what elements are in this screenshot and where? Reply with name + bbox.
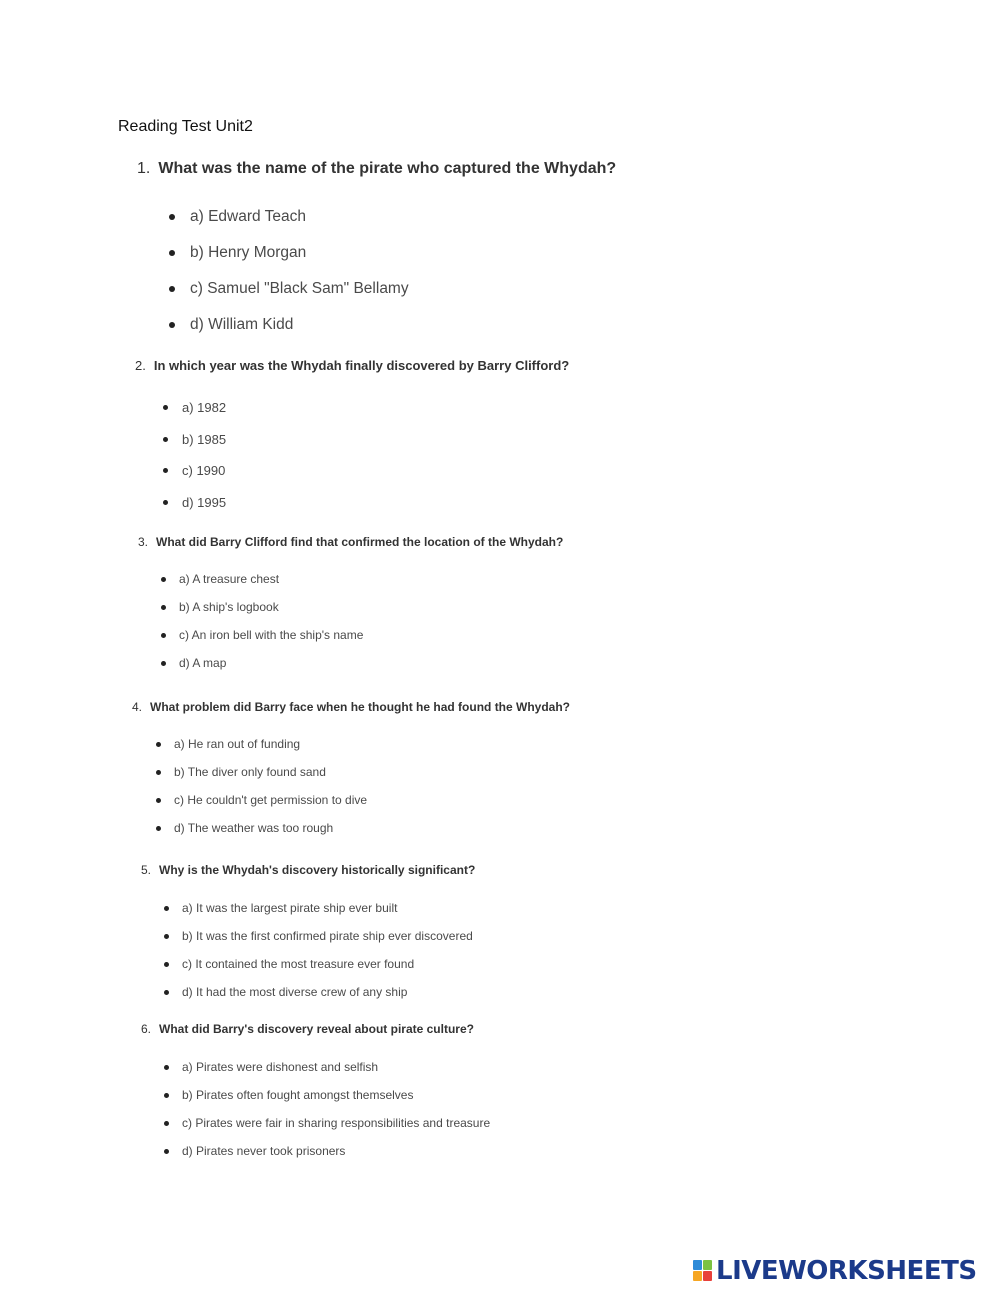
option-text: c) Pirates were fair in sharing responsibilities and treasure [182,1116,491,1130]
option-6a[interactable] [164,1060,378,1074]
question-text: Why is the Whydah's discovery historically significant? [159,863,476,877]
bullet-icon [156,770,161,775]
option-3c[interactable] [161,628,363,642]
question-number: 1. [137,160,151,177]
question-5 [141,863,475,877]
option-3d[interactable] [161,656,226,670]
question-3 [138,535,563,549]
bullet-icon [161,661,166,666]
option-text: a) A treasure chest [179,572,280,586]
option-5d[interactable] [164,985,407,999]
question-number: 4. [132,700,143,714]
bullet-icon [164,934,169,939]
option-text: b) A ship's logbook [179,600,279,614]
option-text: b) 1985 [182,432,227,447]
option-text: b) It was the first confirmed pirate ship ever discovered [182,929,473,943]
bullet-icon [161,577,166,582]
bullet-icon [169,322,175,328]
bullet-icon [169,286,175,292]
option-5a[interactable] [164,901,397,915]
bullet-icon [164,1121,169,1126]
question-2 [135,358,569,373]
option-text: d) William Kidd [190,316,294,333]
option-text: d) Pirates never took prisoners [182,1144,346,1158]
bullet-icon [164,1065,169,1070]
option-text: b) Pirates often fought amongst themselves [182,1088,414,1102]
option-1b[interactable] [169,244,306,262]
bullet-icon [161,633,166,638]
option-4a[interactable] [156,737,300,751]
option-4c[interactable] [156,793,367,807]
option-text: d) The weather was too rough [174,821,334,835]
liveworksheets-logo-icon [693,1260,713,1282]
worksheet-title: Reading Test Unit2 [118,118,253,135]
option-1d[interactable] [169,316,293,334]
option-3a[interactable] [161,572,279,586]
question-text: In which year was the Whydah finally discovered by Barry Clifford? [153,358,570,373]
option-2a[interactable] [163,400,226,415]
option-text: c) 1990 [182,463,226,478]
bullet-icon [156,798,161,803]
option-text: c) An iron bell with the ship's name [179,628,364,642]
option-2d[interactable] [163,495,226,510]
option-3b[interactable] [161,600,279,614]
bullet-icon [156,826,161,831]
option-text: c) It contained the most treasure ever found [182,957,415,971]
option-text: b) Henry Morgan [190,244,307,261]
question-number: 5. [141,863,152,877]
option-text: a) Edward Teach [190,208,307,225]
question-number: 2. [135,358,146,373]
option-4d[interactable] [156,821,333,835]
option-text: d) A map [179,656,227,670]
bullet-icon [156,742,161,747]
option-text: d) It had the most diverse crew of any ship [182,985,408,999]
question-number: 6. [141,1022,152,1036]
option-2b[interactable] [163,432,226,447]
bullet-icon [163,468,168,473]
question-1 [137,160,616,178]
option-text: d) 1995 [182,495,227,510]
option-5b[interactable] [164,929,473,943]
bullet-icon [163,405,168,410]
option-text: b) The diver only found sand [174,765,326,779]
option-1c[interactable] [169,280,409,298]
question-4 [132,700,570,714]
bullet-icon [164,1149,169,1154]
question-text: What problem did Barry face when he thought he had found the Whydah? [150,700,571,714]
option-6b[interactable] [164,1088,413,1102]
question-6 [141,1022,474,1036]
option-text: a) Pirates were dishonest and selfish [182,1060,379,1074]
option-text: a) He ran out of funding [174,737,301,751]
option-text: c) He couldn't get permission to dive [174,793,368,807]
question-text: What did Barry's discovery reveal about pirate culture? [159,1022,474,1036]
liveworksheets-logo [693,1256,977,1286]
bullet-icon [164,990,169,995]
option-2c[interactable] [163,463,225,478]
option-text: a) 1982 [182,400,227,415]
option-text: a) It was the largest pirate ship ever built [182,901,398,915]
question-text: What was the name of the pirate who captured the Whydah? [158,160,617,177]
bullet-icon [169,214,175,220]
option-6c[interactable] [164,1116,490,1130]
option-6d[interactable] [164,1144,345,1158]
question-text: What did Barry Clifford find that confirmed the location of the Whydah? [156,535,564,549]
bullet-icon [169,250,175,256]
question-number: 3. [138,535,149,549]
bullet-icon [164,906,169,911]
bullet-icon [164,1093,169,1098]
bullet-icon [163,500,168,505]
logo-text: LIVEWORKSHEETS [716,1256,977,1286]
option-1a[interactable] [169,208,306,226]
bullet-icon [163,437,168,442]
option-5c[interactable] [164,957,414,971]
bullet-icon [161,605,166,610]
option-4b[interactable] [156,765,326,779]
bullet-icon [164,962,169,967]
option-text: c) Samuel "Black Sam" Bellamy [190,280,409,297]
